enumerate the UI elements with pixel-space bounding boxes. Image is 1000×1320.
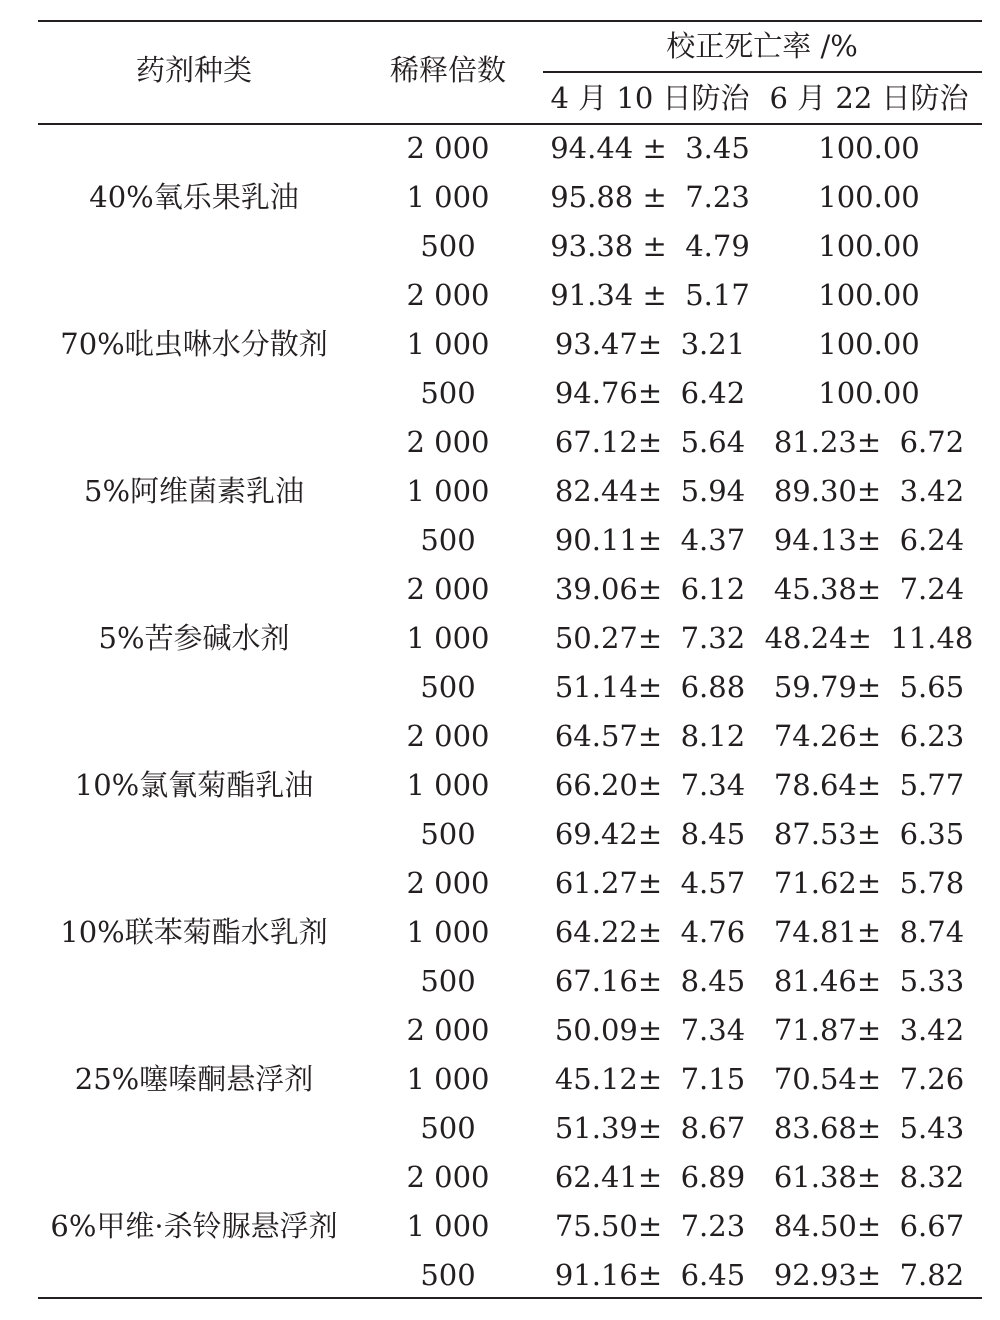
mortality-date2-cell: 74.81± 8.74 [773,915,965,949]
agent-name: 70%吡虫啉水分散剂 [60,327,328,361]
mortality-date1-cell: 45.12± 7.15 [554,1062,746,1096]
agent-name: 25%噻嗪酮悬浮剂 [74,1062,314,1096]
header-mortality: 校正死亡率 /% [666,29,858,63]
mortality-date1-cell: 39.06± 6.12 [554,572,746,606]
agent-name: 40%氧乐果乳油 [89,180,299,214]
dilution-cell: 500 [420,523,476,557]
dilution-cell: 2 000 [406,1160,490,1194]
mortality-date2-cell: 87.53± 6.35 [773,817,965,851]
dilution-cell: 2 000 [406,719,490,753]
mortality-date2-cell: 59.79± 5.65 [773,670,965,704]
dilution-cell: 500 [420,376,476,410]
agent-name: 10%联苯菊酯水乳剂 [60,915,328,949]
mortality-date1-cell: 66.20± 7.34 [554,768,746,802]
mortality-date2-cell: 45.38± 7.24 [773,572,965,606]
mortality-date1-cell: 91.34 ± 5.17 [550,278,750,312]
dilution-cell: 500 [420,817,476,851]
mortality-date2-cell: 100.00 [818,229,920,263]
bottom-rule [38,1297,982,1299]
dilution-cell: 1 000 [406,915,490,949]
mortality-date2-cell: 100.00 [818,180,920,214]
mortality-date1-cell: 93.47± 3.21 [554,327,746,361]
dilution-cell: 2 000 [406,1013,490,1047]
dilution-cell: 1 000 [406,327,490,361]
mortality-date1-cell: 94.44 ± 3.45 [550,131,750,165]
mortality-date1-cell: 51.39± 8.67 [554,1111,746,1145]
header-agent: 药剂种类 [135,53,253,87]
mortality-date1-cell: 95.88 ± 7.23 [550,180,750,214]
dilution-cell: 1 000 [406,1209,490,1243]
header-rule [38,123,982,125]
mortality-date1-cell: 69.42± 8.45 [554,817,746,851]
mortality-date1-cell: 64.57± 8.12 [554,719,746,753]
dilution-cell: 1 000 [406,621,490,655]
top-rule [38,20,982,22]
mortality-date2-cell: 100.00 [818,376,920,410]
dilution-cell: 500 [420,964,476,998]
dilution-cell: 2 000 [406,278,490,312]
mortality-date2-cell: 83.68± 5.43 [773,1111,965,1145]
mortality-date2-cell: 71.87± 3.42 [773,1013,965,1047]
mortality-date1-cell: 61.27± 4.57 [554,866,746,900]
mortality-date2-cell: 89.30± 3.42 [773,474,965,508]
mortality-date2-cell: 71.62± 5.78 [773,866,965,900]
mortality-date2-cell: 92.93± 7.82 [773,1258,965,1292]
dilution-cell: 500 [420,1258,476,1292]
mortality-date2-cell: 94.13± 6.24 [773,523,965,557]
mortality-date2-cell: 100.00 [818,278,920,312]
mortality-date1-cell: 75.50± 7.23 [554,1209,746,1243]
header-sub-rule [543,71,982,73]
agent-name: 5%阿维菌素乳油 [83,474,305,508]
mortality-date2-cell: 74.26± 6.23 [773,719,965,753]
agent-name: 5%苦参碱水剂 [98,621,290,655]
dilution-cell: 2 000 [406,866,490,900]
header-date-2: 6 月 22 日防治 [769,81,969,115]
dilution-cell: 500 [420,1111,476,1145]
mortality-date1-cell: 50.09± 7.34 [554,1013,746,1047]
dilution-cell: 2 000 [406,131,490,165]
mortality-date2-cell: 78.64± 5.77 [773,768,965,802]
mortality-date1-cell: 91.16± 6.45 [554,1258,746,1292]
mortality-date1-cell: 51.14± 6.88 [554,670,746,704]
dilution-cell: 1 000 [406,474,490,508]
dilution-cell: 500 [420,670,476,704]
header-date-1: 4 月 10 日防治 [550,81,750,115]
mortality-date1-cell: 93.38 ± 4.79 [550,229,750,263]
mortality-date1-cell: 67.12± 5.64 [554,425,746,459]
mortality-date2-cell: 100.00 [818,327,920,361]
dilution-cell: 500 [420,229,476,263]
dilution-cell: 2 000 [406,572,490,606]
mortality-date2-cell: 81.23± 6.72 [773,425,965,459]
mortality-date2-cell: 81.46± 5.33 [773,964,965,998]
mortality-date1-cell: 67.16± 8.45 [554,964,746,998]
agent-name: 10%氯氰菊酯乳油 [74,768,314,802]
mortality-date1-cell: 50.27± 7.32 [554,621,746,655]
mortality-date1-cell: 90.11± 4.37 [554,523,746,557]
agent-name: 6%甲维·杀铃脲悬浮剂 [50,1209,338,1243]
dilution-cell: 1 000 [406,1062,490,1096]
mortality-date1-cell: 64.22± 4.76 [554,915,746,949]
mortality-date2-cell: 84.50± 6.67 [773,1209,965,1243]
header-dilution: 稀释倍数 [389,53,507,87]
dilution-cell: 1 000 [406,180,490,214]
dilution-cell: 1 000 [406,768,490,802]
mortality-date2-cell: 48.24± 11.48 [764,621,974,655]
mortality-date1-cell: 94.76± 6.42 [554,376,746,410]
mortality-date2-cell: 100.00 [818,131,920,165]
mortality-date2-cell: 61.38± 8.32 [773,1160,965,1194]
mortality-date1-cell: 62.41± 6.89 [554,1160,746,1194]
dilution-cell: 2 000 [406,425,490,459]
mortality-date1-cell: 82.44± 5.94 [554,474,746,508]
mortality-date2-cell: 70.54± 7.26 [773,1062,965,1096]
